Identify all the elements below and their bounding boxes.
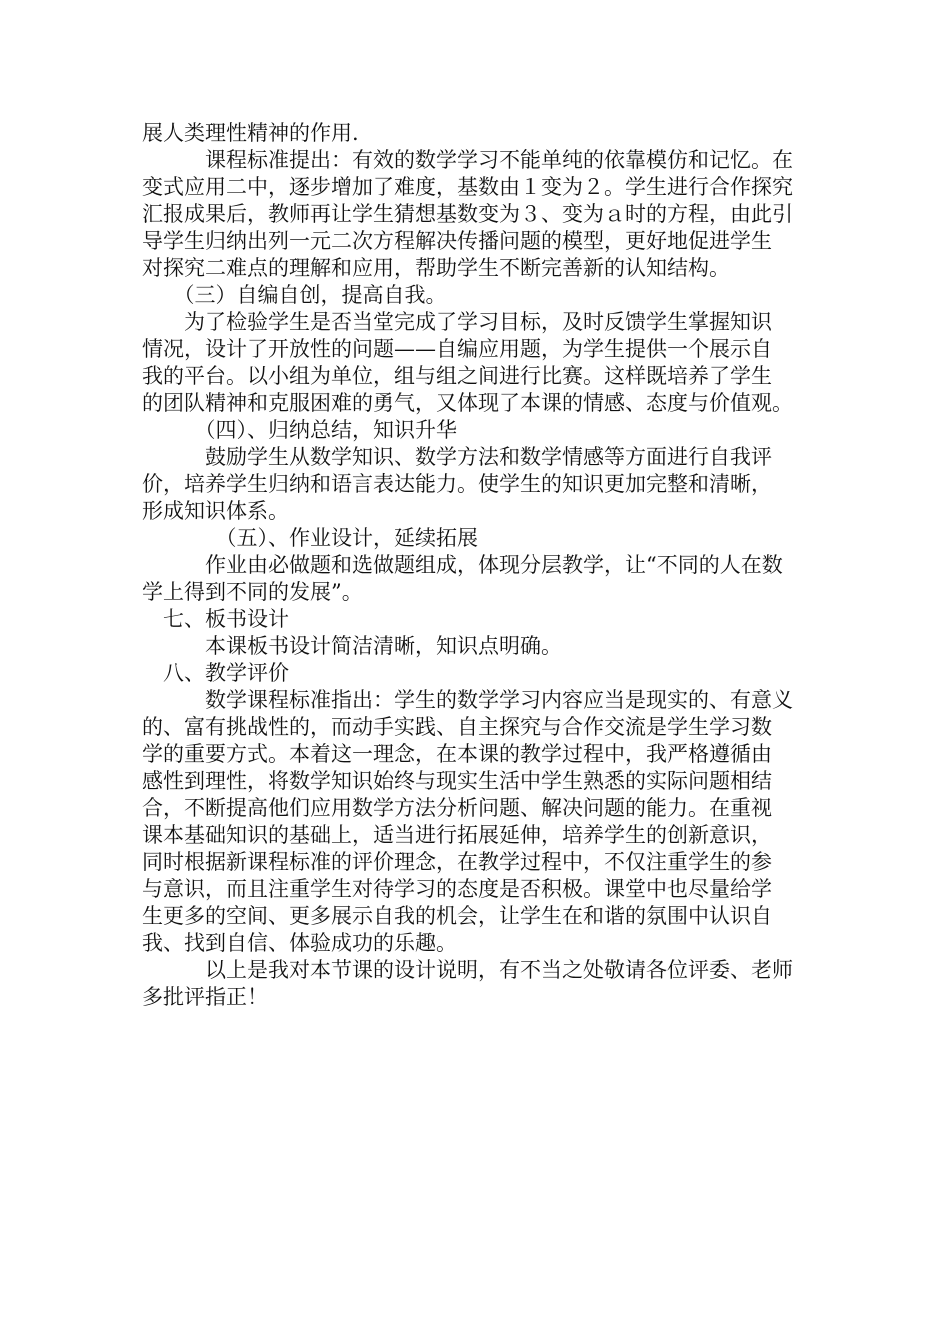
text-line: 感性到理性，将数学知识始终与现实生活中学生熟悉的实际问题相结 [142, 769, 772, 793]
text-line: 形成知识体系。 [142, 499, 289, 523]
text-line: 鼓励学生从数学知识、数学方法和数学情感等方面进行自我评 [142, 445, 772, 469]
text-line: 本课板书设计简洁清晰，知识点明确。 [142, 634, 562, 658]
text-line: 导学生归纳出列一元二次方程解决传播问题的模型，更好地促进学生 [142, 229, 772, 253]
text-line: 我的平台。以小组为单位，组与组之间进行比赛。这样既培养了学生 [142, 364, 772, 388]
text-line: 以上是我对本节课的设计说明，有不当之处敬请各位评委、老师 [142, 958, 793, 982]
text-line: 同时根据新课程标准的评价理念，在教学过程中，不仅注重学生的参 [142, 850, 772, 874]
text-line: 我、找到自信、体验成功的乐趣。 [142, 931, 457, 955]
text-line: 生更多的空间、更多展示自我的机会，让学生在和谐的氛围中认识自 [142, 904, 772, 928]
text-line: 与意识，而且注重学生对待学习的态度是否积极。课堂中也尽量给学 [142, 877, 772, 901]
text-line: 汇报成果后，教师再让学生猜想基数变为３、变为ａ时的方程，由此引 [142, 202, 793, 226]
text-line: 对探究二难点的理解和应用，帮助学生不断完善新的认知结构。 [142, 256, 730, 280]
section-heading: （三）自编自创，提高自我。 [142, 283, 447, 307]
text-line: 数学课程标准指出：学生的数学学习内容应当是现实的、有意义 [142, 688, 793, 712]
section-heading: （四）、归纳总结，知识升华 [142, 418, 457, 442]
text-line: 学上得到不同的发展”。 [142, 580, 363, 604]
text-line: 变式应用二中，逐步增加了难度，基数由１变为２。学生进行合作探究 [142, 175, 793, 199]
text-line: 价，培养学生归纳和语言表达能力。使学生的知识更加完整和清晰， [142, 472, 772, 496]
text-line: 多批评指正！ [142, 985, 268, 1009]
text-line: 学的重要方式。本着这一理念，在本课的教学过程中，我严格遵循由 [142, 742, 772, 766]
section-heading: 七、板书设计 [142, 607, 289, 631]
section-heading: （五）、作业设计，延续拓展 [142, 526, 478, 550]
text-line: 课本基础知识的基础上，适当进行拓展延伸，培养学生的创新意识， [142, 823, 772, 847]
text-line: 课程标准提出：有效的数学学习不能单纯的依靠模仿和记忆。在 [142, 148, 793, 172]
text-line: 情况，设计了开放性的问题——自编应用题，为学生提供一个展示自 [142, 337, 772, 361]
text-line: 合，不断提高他们应用数学方法分析问题、解决问题的能力。在重视 [142, 796, 772, 820]
text-line: 展人类理性精神的作用. [142, 121, 359, 145]
section-heading: 八、教学评价 [142, 661, 289, 685]
text-line: 的、富有挑战性的，而动手实践、自主探究与合作交流是学生学习数 [142, 715, 772, 739]
text-line: 的团队精神和克服困难的勇气，又体现了本课的情感、态度与价值观。 [142, 391, 793, 415]
text-line: 作业由必做题和选做题组成，体现分层教学，让“不同的人在数 [142, 553, 783, 577]
text-line: 为了检验学生是否当堂完成了学习目标，及时反馈学生掌握知识 [142, 310, 772, 334]
